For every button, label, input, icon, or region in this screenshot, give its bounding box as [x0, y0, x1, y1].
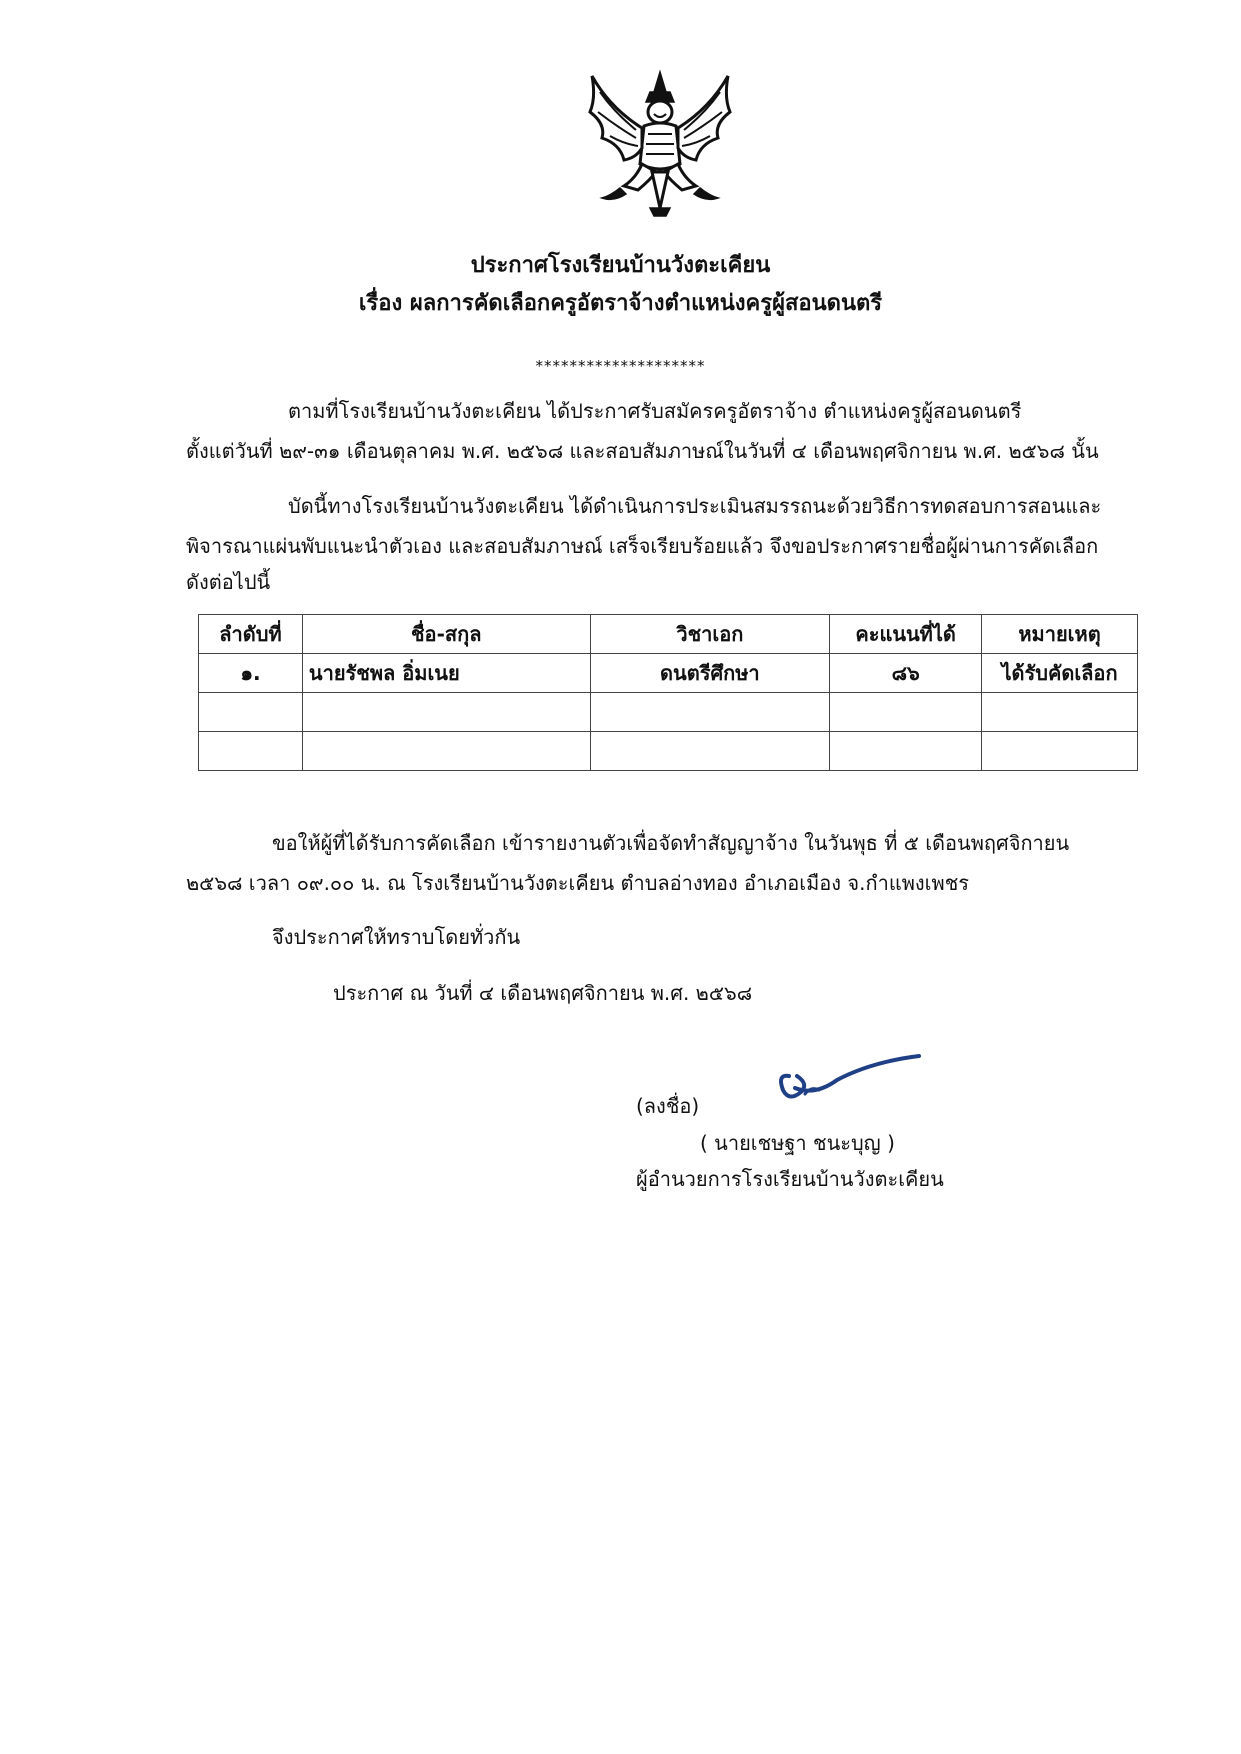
- cell-name: [302, 693, 590, 732]
- garuda-emblem-icon: [580, 68, 740, 218]
- intro-line-1: ตามที่โรงเรียนบ้านวังตะเคียน ได้ประกาศรับสมัครครูอัตราจ้าง ตำแหน่งครูผู้สอนดนตรี: [288, 399, 1022, 423]
- sign-label: (ลงชื่อ): [636, 1094, 700, 1118]
- header-remark: หมายเหตุ: [982, 615, 1138, 654]
- announcement-title: ประกาศโรงเรียนบ้านวังตะเคียน: [470, 253, 771, 278]
- body-line-2: พิจารณาแผ่นพับแนะนำตัวเอง และสอบสัมภาษณ์ เสร็จเรียบร้อยแล้ว จึงขอประกาศรายชื่อผู้ผ่านการคัดเลือก: [186, 534, 1099, 558]
- cell-remark: ได้รับคัดเลือก: [982, 654, 1138, 693]
- signer-position: ผู้อำนวยการโรงเรียนบ้านวังตะเคียน: [636, 1167, 944, 1191]
- header-major: วิชาเอก: [590, 615, 830, 654]
- table-row: [199, 732, 1138, 771]
- cell-name: [302, 732, 590, 771]
- body-line-1: บัดนี้ทางโรงเรียนบ้านวังตะเคียน ได้ดำเนินการประเมินสมรรถนะด้วยวิธีการทดสอบการสอนและ: [288, 494, 1102, 518]
- results-table: [198, 614, 1138, 771]
- table-header-row: [199, 615, 1138, 654]
- signature-image: [775, 1050, 925, 1112]
- body-line-3: ดังต่อไปนี้: [186, 570, 271, 594]
- cell-major: ดนตรีศึกษา: [590, 654, 830, 693]
- cell-major: [590, 732, 830, 771]
- cell-order: [199, 732, 303, 771]
- table-row: [199, 693, 1138, 732]
- header-order: ลำดับที่: [199, 615, 303, 654]
- report-line-1: ขอให้ผู้ที่ได้รับการคัดเลือก เข้ารายงานตัวเพื่อจัดทำสัญญาจ้าง ในวันพุธ ที่ ๕ เดือนพฤศจิกายน: [272, 831, 1070, 855]
- separator-line: ********************: [535, 357, 706, 375]
- signer-name: ( นายเชษฐา ชนะบุญ ): [700, 1131, 895, 1155]
- table-row: [199, 654, 1138, 693]
- cell-remark: [982, 732, 1138, 771]
- cell-name: นายรัชพล อิ่มเนย: [302, 654, 590, 693]
- header-score: คะแนนที่ได้: [830, 615, 982, 654]
- report-line-2: ๒๕๖๘ เวลา ๐๙.๐๐ น. ณ โรงเรียนบ้านวังตะเคียน ตำบลอ่างทอง อำเภอเมือง จ.กำแพงเพชร: [186, 871, 970, 895]
- announcement-subject: เรื่อง ผลการคัดเลือกครูอัตราจ้างตำแหน่งครูผู้สอนดนตรี: [358, 291, 883, 316]
- cell-remark: [982, 693, 1138, 732]
- cell-score: [830, 693, 982, 732]
- cell-order: [199, 693, 303, 732]
- cell-order: ๑.: [199, 654, 303, 693]
- cell-score: [830, 732, 982, 771]
- cell-major: [590, 693, 830, 732]
- intro-line-2: ตั้งแต่วันที่ ๒๙-๓๑ เดือนตุลาคม พ.ศ. ๒๕๖๘ และสอบสัมภาษณ์ในวันที่ ๔ เดือนพฤศจิกายน พ.ศ. ๒๕๖๘ นั้น: [186, 439, 1099, 463]
- cell-score: ๘๖: [830, 654, 982, 693]
- closing-text: จึงประกาศให้ทราบโดยทั่วกัน: [272, 925, 521, 949]
- announcement-date: ประกาศ ณ วันที่ ๔ เดือนพฤศจิกายน พ.ศ. ๒๕๖๘: [333, 981, 753, 1005]
- header-name: ชื่อ-สกุล: [302, 615, 590, 654]
